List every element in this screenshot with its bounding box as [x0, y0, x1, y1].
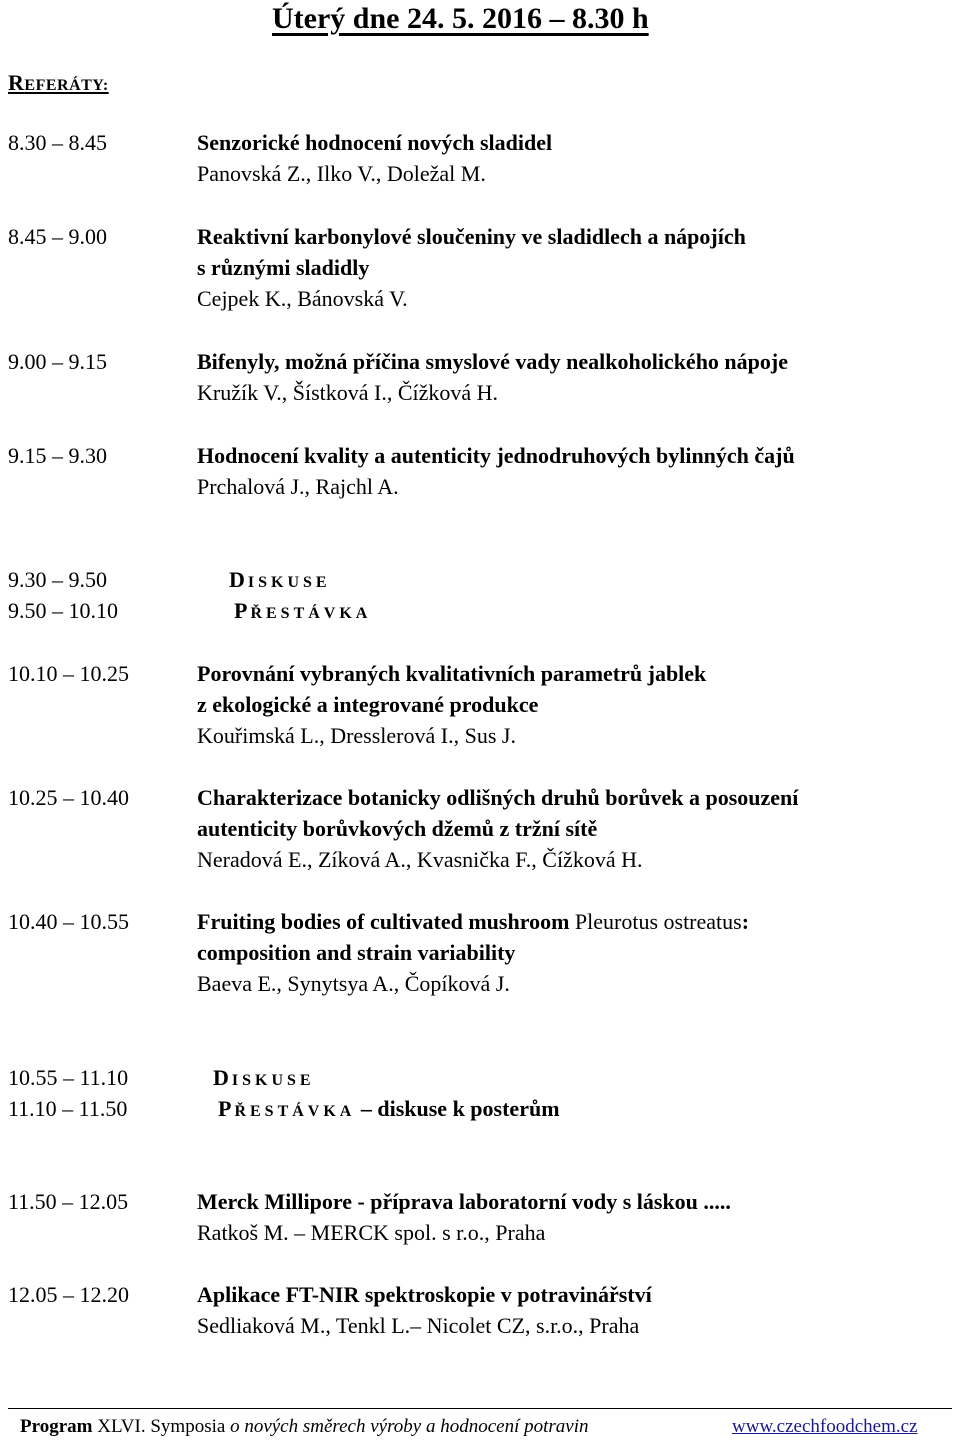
page-title: Úterý dne 24. 5. 2016 – 8.30 h — [272, 2, 649, 35]
talk-title-continued: s různými sladidly — [197, 255, 370, 280]
talk-authors: Ratkoš M. – MERCK spol. s r.o., Praha — [197, 1220, 546, 1245]
talk-title: Hodnocení kvality a autenticity jednodruhových bylinných čajů — [197, 443, 795, 468]
talk-authors: Kružík V., Šístková I., Čížková H. — [197, 380, 499, 405]
time-slot: 9.50 – 10.10 — [8, 598, 118, 623]
talk-title: Porovnání vybraných kvalitativních parametrů jablek — [197, 661, 707, 686]
talk-title-continued: composition and strain variability — [197, 940, 516, 965]
time-slot: 8.45 – 9.00 — [8, 224, 107, 249]
talk-title: Bifenyly, možná příčina smyslové vady nealkoholického nápoje — [197, 349, 788, 374]
species-name: Pleurotus ostreatus — [574, 909, 742, 934]
footer-website-link[interactable]: www.czechfoodchem.cz — [732, 1416, 918, 1437]
talk-authors: Prchalová J., Rajchl A. — [197, 474, 399, 499]
section-heading: REFERÁTY: — [8, 70, 109, 95]
talk-title: Senzorické hodnocení nových sladidel — [197, 130, 553, 155]
talk-authors: Baeva E., Synytsya A., Čopíková J. — [197, 971, 510, 996]
time-slot: 11.10 – 11.50 — [8, 1096, 128, 1121]
break-label-discussion: DISKUSE — [229, 567, 331, 592]
break-label-pause: PŘESTÁVKA — [234, 598, 372, 623]
break-label-pause: PŘESTÁVKA – diskuse k posterům — [218, 1096, 560, 1121]
talk-title-continued: z ekologické a integrované produkce — [197, 692, 539, 717]
talk-title: Aplikace FT-NIR spektroskopie v potravinářství — [197, 1282, 652, 1307]
time-slot: 10.10 – 10.25 — [8, 661, 129, 686]
footer-program: Program XLVI. Symposia o nových směrech výroby a hodnocení potravin — [20, 1416, 589, 1437]
time-slot: 10.55 – 11.10 — [8, 1065, 129, 1090]
talk-title: Fruiting bodies of cultivated mushroom Pleurotus ostreatus: — [197, 909, 750, 934]
break-label-discussion: DISKUSE — [213, 1065, 315, 1090]
time-slot: 11.50 – 12.05 — [8, 1189, 129, 1214]
talk-authors: Kouřimská L., Dresslerová I., Sus J. — [197, 723, 516, 748]
time-slot: 9.15 – 9.30 — [8, 443, 107, 468]
talk-title: Reaktivní karbonylové sloučeniny ve sladidlech a nápojích — [197, 224, 746, 249]
time-slot: 9.30 – 9.50 — [8, 567, 107, 592]
talk-authors: Panovská Z., Ilko V., Doležal M. — [197, 161, 486, 186]
talk-title: Merck Millipore - příprava laboratorní vody s láskou ..... — [197, 1189, 731, 1214]
time-slot: 10.25 – 10.40 — [8, 785, 129, 810]
time-slot: 10.40 – 10.55 — [8, 909, 129, 934]
talk-authors: Sedliaková M., Tenkl L.– Nicolet CZ, s.r.o., Praha — [197, 1313, 640, 1338]
time-slot: 8.30 – 8.45 — [8, 130, 107, 155]
footer-divider — [8, 1408, 952, 1409]
talk-title-continued: autenticity borůvkových džemů z tržní sítě — [197, 816, 598, 841]
talk-authors: Neradová E., Zíková A., Kvasnička F., Čížková H. — [197, 847, 643, 872]
talk-title: Charakterizace botanicky odlišných druhů borůvek a posouzení — [197, 785, 799, 810]
time-slot: 12.05 – 12.20 — [8, 1282, 129, 1307]
time-slot: 9.00 – 9.15 — [8, 349, 107, 374]
talk-authors: Cejpek K., Bánovská V. — [197, 286, 408, 311]
